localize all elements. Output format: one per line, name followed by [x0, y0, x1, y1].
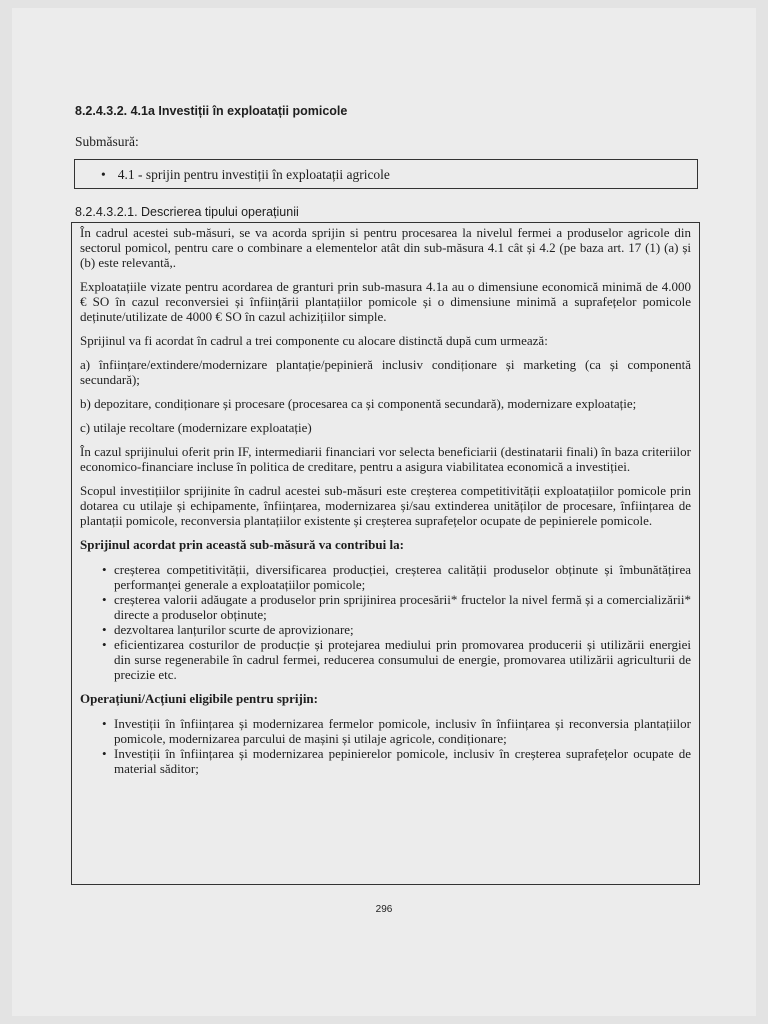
eligible-list	[80, 716, 691, 776]
list-item: • creșterea competitivității, diversificarea producției, creșterea calității produselor obținute și îmbunătățirea performanței generale a exploatațiilor pomicole;	[102, 562, 691, 592]
submeasure-item	[101, 167, 390, 183]
page-number: 296	[375, 904, 393, 915]
paragraph: Exploatațiile vizate pentru acordarea de granturi prin sub-masura 4.1a au o dimensiune economică minimă de 4.000 € SO în cazul reconversiei și înființării plantațiilor pomicole și o dimensiune minimă a suprafețelor pomicole deținute/utilizate de 4000 € SO în cazul achizițiilor simple.	[80, 279, 691, 324]
submeasure-label: Submăsură:	[75, 134, 139, 149]
section-heading: 8.2.4.3.2. 4.1a Investiții în exploatații pomicole	[75, 104, 348, 118]
paragraph: Sprijinul va fi acordat în cadrul a trei componente cu alocare distinctă după cum urmează:	[80, 333, 548, 348]
paragraph: Scopul investițiilor sprijinite în cadrul acestei sub-măsuri este creșterea competitivității exploatațiilor pomicole prin dotarea cu utilaje și echipamente, înființarea, modernizarea și/sau extinderea unităților de procesare, înființarea de plantații pomicole, reconversia plantațiilor existente și creșterea suprafețelor ocupate de pepinierele pomicole.	[80, 483, 691, 528]
list-item: • creșterea valorii adăugate a produselor prin sprijinirea procesării* fructelor la nivel fermă și a comercializării* directe a produselor obținute;	[102, 592, 691, 622]
contribution-heading: Sprijinul acordat prin această sub-măsură va contribui la:	[80, 537, 404, 552]
list-item: • dezvoltarea lanțurilor scurte de aprovizionare;	[102, 622, 691, 637]
eligible-heading: Operațiuni/Acțiuni eligibile pentru sprijin:	[80, 691, 318, 706]
contribution-list	[80, 562, 691, 682]
paragraph: b) depozitare, condiționare și procesare (procesarea ca și componentă secundară), modernizare exploatație;	[80, 396, 637, 411]
paragraph: c) utilaje recoltare (modernizare exploatație)	[80, 420, 312, 435]
list-item: • Investiții în înființarea și modernizarea fermelor pomicole, inclusiv în înființarea și reconversia plantațiilor pomicole, modernizarea parcului de mașini și utilaje agricole, condiționare;	[102, 716, 691, 746]
submeasure-box	[74, 159, 698, 189]
submeasure-item-text: 4.1 - sprijin pentru investiții în exploatații agricole	[117, 167, 390, 182]
paragraph: În cadrul acestei sub-măsuri, se va acorda sprijin si pentru procesarea la nivelul fermei a produselor agricole din sectorul pomicol, pentru care o combinare a elementelor atât din sub-măsura 4.1 cât și 4.2 (pe baza art. 17 (1) (a) și (b) este relevantă,.	[80, 225, 691, 270]
list-item: • Investiții în înființarea și modernizarea pepinierelor pomicole, inclusiv în creșterea suprafețelor ocupate de material săditor;	[102, 746, 691, 776]
subsection-heading: 8.2.4.3.2.1. Descrierea tipului operațiunii	[75, 205, 299, 219]
paragraph: În cazul sprijinului oferit prin IF, intermediarii financiari vor selecta beneficiarii (destinatarii finali) în baza criteriilor economico-financiare incluse în politica de creditare, pentru a asigura viabilitatea economică a investiției.	[80, 444, 691, 474]
paragraph: a) înființare/extindere/modernizare plantație/pepinieră inclusiv condiționare și marketing (ca și componentă secundară);	[80, 357, 691, 387]
operation-description-box	[71, 222, 700, 885]
bullet-icon: •	[101, 167, 106, 182]
list-item: • eficientizarea costurilor de producție și protejarea mediului prin promovarea producerii și utilizării energiei din surse regenerabile în cadrul fermei, reducerea consumului de energie, promovarea utilizării agriculturii de precizie etc.	[102, 637, 691, 682]
